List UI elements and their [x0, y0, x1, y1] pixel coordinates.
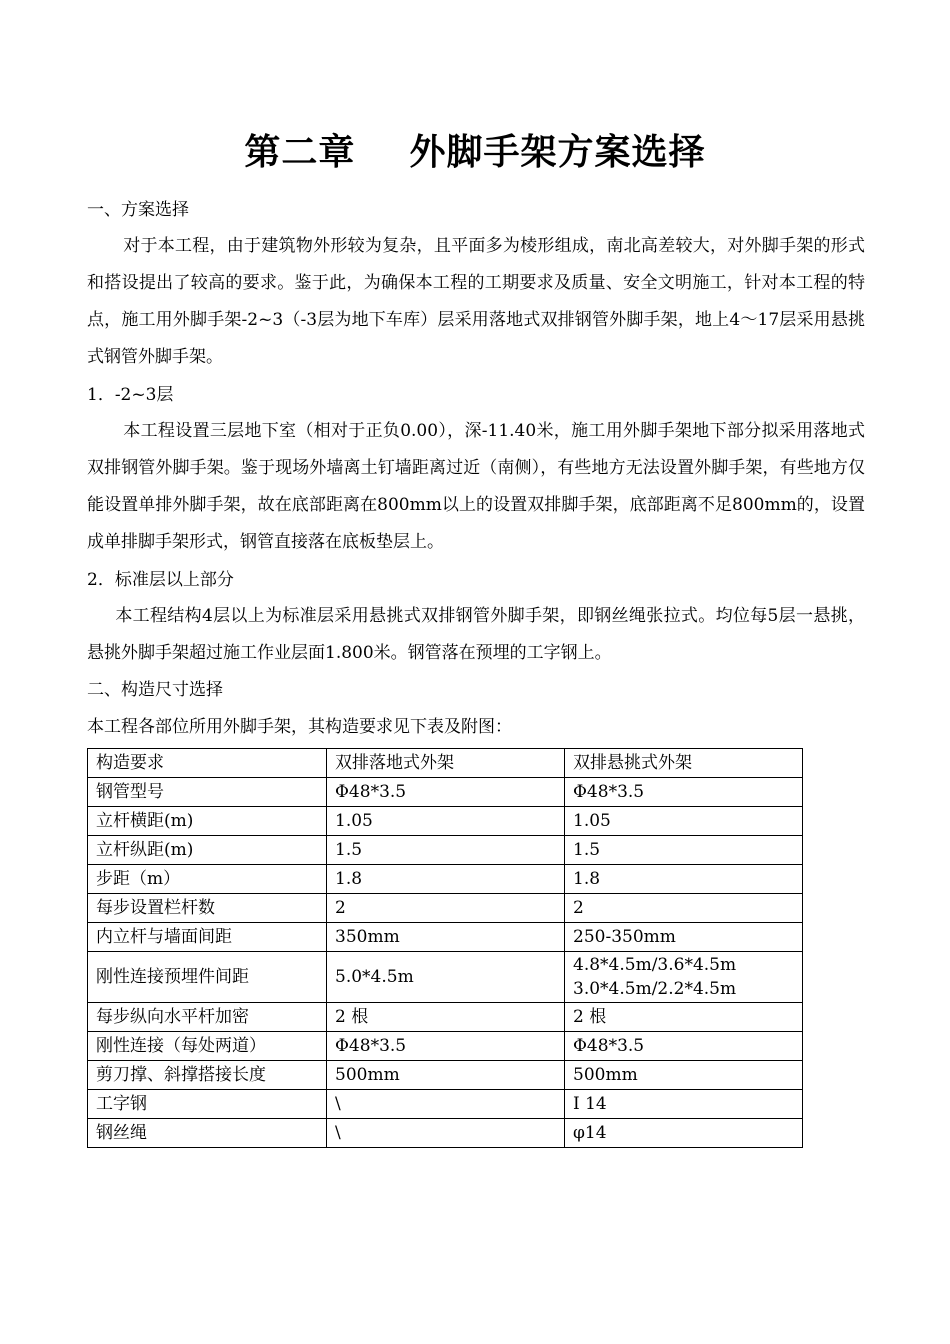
table-row: [88, 923, 803, 952]
table-cell: 剪刀撑、斜撑搭接长度: [88, 1061, 327, 1090]
table-cell: I 14: [565, 1090, 803, 1119]
cell-line: 4.8*4.5m/3.6*4.5m: [573, 955, 737, 975]
table-cell: 250-350mm: [565, 923, 803, 952]
paragraph-standard: [87, 598, 865, 672]
paragraph-basement: [87, 413, 865, 561]
table-row: [88, 865, 803, 894]
section-heading-scheme: 一、方案选择: [87, 200, 189, 220]
subsection-heading-standard: 2．标准层以上部分: [87, 570, 234, 590]
paragraph-scheme-text: 对于本工程，由于建筑物外形较为复杂，且平面多为棱形组成，南北高差较大，对外脚手架的形式和搭设提出了较高的要求。鉴于此，为确保本工程的工期要求及质量、安全文明施工，针对本工程的特点，施工用外脚手架-2~3（-3层为地下车库）层采用落地式双排钢管外脚手架，地上4～17层采用悬挑式钢管外脚手架。: [87, 236, 865, 367]
table-row: [88, 836, 803, 865]
table-cell: 350mm: [327, 923, 565, 952]
table-cell: 钢管型号: [88, 778, 327, 807]
table-cell-multiline: [565, 952, 803, 1003]
table-row: [88, 1061, 803, 1090]
table-row: [88, 1003, 803, 1032]
table-cell: 立杆纵距(m): [88, 836, 327, 865]
table-cell: 1.8: [565, 865, 803, 894]
table-header-cell: 双排悬挑式外架: [565, 749, 803, 778]
table-cell: 2 根: [565, 1003, 803, 1032]
table-row: [88, 1119, 803, 1148]
table-cell: 内立杆与墙面间距: [88, 923, 327, 952]
paragraph-basement-text: 本工程设置三层地下室（相对于正负0.00），深-11.40米，施工用外脚手架地下部分拟采用落地式双排钢管外脚手架。鉴于现场外墙离土钉墙距离过近（南侧），有些地方无法设置外脚手架，有些地方仅能设置单排外脚手架，故在底部距离在800mm以上的设置双排脚手架，底部距离不足800mm的，设置成单排脚手架形式，钢管直接落在底板垫层上。: [87, 421, 865, 552]
table-cell: \: [327, 1119, 565, 1148]
table-cell: 1.05: [565, 807, 803, 836]
table-cell: 1.5: [327, 836, 565, 865]
table-cell: 500mm: [327, 1061, 565, 1090]
table-cell: \: [327, 1090, 565, 1119]
table-cell: 5.0*4.5m: [327, 952, 565, 1003]
paragraph-scheme: [87, 228, 865, 376]
table-cell: 2 根: [327, 1003, 565, 1032]
table-cell: Φ48*3.5: [565, 1032, 803, 1061]
section-heading-dimensions: 二、构造尺寸选择: [87, 680, 223, 700]
table-cell: φ14: [565, 1119, 803, 1148]
table-row: [88, 807, 803, 836]
cell-line: 3.0*4.5m/2.2*4.5m: [573, 979, 737, 999]
table-row: [88, 952, 803, 1003]
table-cell: 每步设置栏杆数: [88, 894, 327, 923]
table-cell: 刚性连接预埋件间距: [88, 952, 327, 1003]
subsection-heading-basement: 1．-2~3层: [87, 385, 174, 405]
table-header-cell: 双排落地式外架: [327, 749, 565, 778]
construction-table: [87, 748, 803, 1148]
chapter-title: 第二章 外脚手架方案选择: [244, 131, 706, 173]
table-cell: 2: [327, 894, 565, 923]
table-intro: 本工程各部位所用外脚手架，其构造要求见下表及附图：: [87, 717, 512, 737]
table-cell: 2: [565, 894, 803, 923]
table-cell: 500mm: [565, 1061, 803, 1090]
table-cell: 每步纵向水平杆加密: [88, 1003, 327, 1032]
table-header-cell: 构造要求: [88, 749, 327, 778]
table-cell: 1.8: [327, 865, 565, 894]
table-cell: Φ48*3.5: [327, 778, 565, 807]
table-cell: 刚性连接（每处两道）: [88, 1032, 327, 1061]
table-cell: 立杆横距(m): [88, 807, 327, 836]
table-header-row: [88, 749, 803, 778]
table-cell: 1.5: [565, 836, 803, 865]
table-row: [88, 778, 803, 807]
table-row: [88, 894, 803, 923]
table-cell: Φ48*3.5: [327, 1032, 565, 1061]
table-row: [88, 1032, 803, 1061]
paragraph-standard-text: 本工程结构4层以上为标准层采用悬挑式双排钢管外脚手架，即钢丝绳张拉式。均位每5层一悬挑，悬挑外脚手架超过施工作业层面1.800米。钢管落在预埋的工字钢上。: [87, 606, 865, 663]
table-cell: 钢丝绳: [88, 1119, 327, 1148]
table-row: [88, 1090, 803, 1119]
table-cell: 1.05: [327, 807, 565, 836]
table-cell: 步距（m）: [88, 865, 327, 894]
table-cell: Φ48*3.5: [565, 778, 803, 807]
table-cell: 工字钢: [88, 1090, 327, 1119]
